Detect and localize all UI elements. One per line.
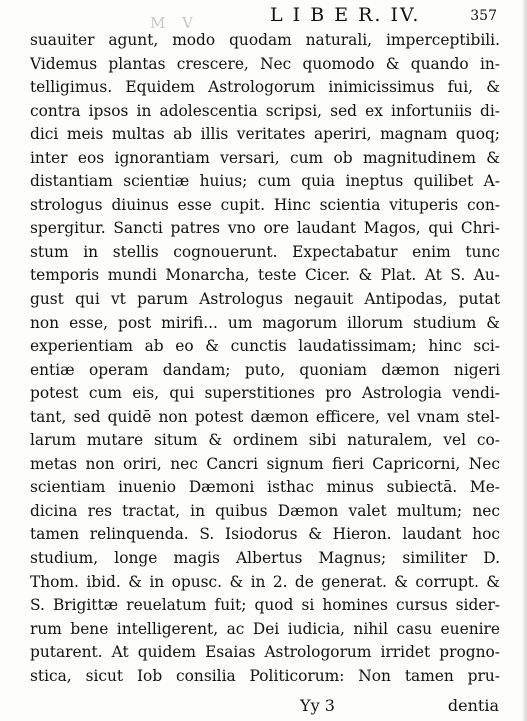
text-line: Videmus plantas crescere, Nec quomodo & quando in-: [30, 54, 500, 73]
text-line: tamen relinquenda. S. Isiodorus & Hieron. laudant hoc: [30, 525, 500, 544]
page-edge: [523, 0, 527, 721]
bleed-through-text: M V: [150, 14, 199, 32]
text-line: rum bene intelligerent, ac Dei iudicia, nihil casu euenire: [30, 619, 500, 638]
text-line: putarent. At quidem Esaias Astrologorum irridet progno-: [30, 643, 500, 662]
text-line: Thom. ibid. & in opusc. & in 2. de generat. & corrupt. &: [30, 572, 500, 591]
text-line: tant, sed quidē non potest dæmon efficere, vel vnam stel-: [30, 407, 500, 426]
text-line: stica, sicut Iob consilia Politicorum: Non tamen pru-: [30, 666, 500, 685]
text-line: potest cum eis, qui superstitiones pro Astrologia vendi-: [30, 384, 500, 403]
text-line: gust qui vt parum Astrologus negauit Antipodas, putat: [30, 290, 500, 309]
text-line: telligimus. Equidem Astrologorum inimicissimus fui, &: [30, 78, 500, 97]
text-line: non esse, post mirifi... um magorum illorum studium &: [30, 313, 500, 332]
text-line: spergitur. Sancti patres vno ore laudant Magos, qui Chri-: [30, 219, 500, 238]
text-line: dicina res tractat, in quibus Dæmon valet multum; nec: [30, 501, 500, 520]
text-line: strologus diuinus esse cupit. Hinc scientia vituperis con-: [30, 195, 500, 214]
text-line: experientiam ab eo & cunctis laudatissimam; hinc sci-: [30, 337, 500, 356]
page-number: 357: [470, 8, 497, 24]
catchword: dentia: [447, 696, 499, 715]
text-line: metas non oriri, nec Cancri signum fieri Capricorni, Nec: [30, 454, 500, 473]
text-line: scientiam inuenio Dæmoni isthac minus subiectā. Me-: [30, 478, 500, 497]
text-line: stum in stellis cognouerunt. Expectabatur enim tunc: [30, 242, 500, 261]
text-line: dici meis multas ab illis veritates aperiri, magnam quoq;: [30, 125, 500, 144]
text-line: temporis mundi Monarcha, teste Cicer. & Plat. At S. Au-: [30, 266, 500, 285]
text-line: inter eos ignorantiam versari, cum ob magnitudinem &: [30, 148, 500, 167]
text-line: S. Brigittæ reuelatum fuit; quod si homines cursus sider-: [30, 596, 500, 615]
signature-mark: Yy 3: [300, 696, 335, 715]
text-line: studium, longe magis Albertus Magnus; similiter D.: [30, 549, 500, 568]
text-line: suauiter agunt, modo quodam naturali, imperceptibili.: [30, 31, 500, 49]
text-line: entiæ operam dandam; puto, quoniam dæmon nigeri: [30, 360, 500, 379]
running-head: L I B E R. IV.: [270, 4, 421, 26]
text-line: contra ipsos in adolescentia scripsi, sed ex infortuniis di-: [30, 101, 500, 120]
body-text: [30, 29, 500, 688]
text-line: distantiam scientiæ huius; cum quia ineptus quilibet A-: [30, 172, 500, 191]
text-line: larum mutare situm & ordinem sibi naturalem, vel co-: [30, 431, 500, 450]
